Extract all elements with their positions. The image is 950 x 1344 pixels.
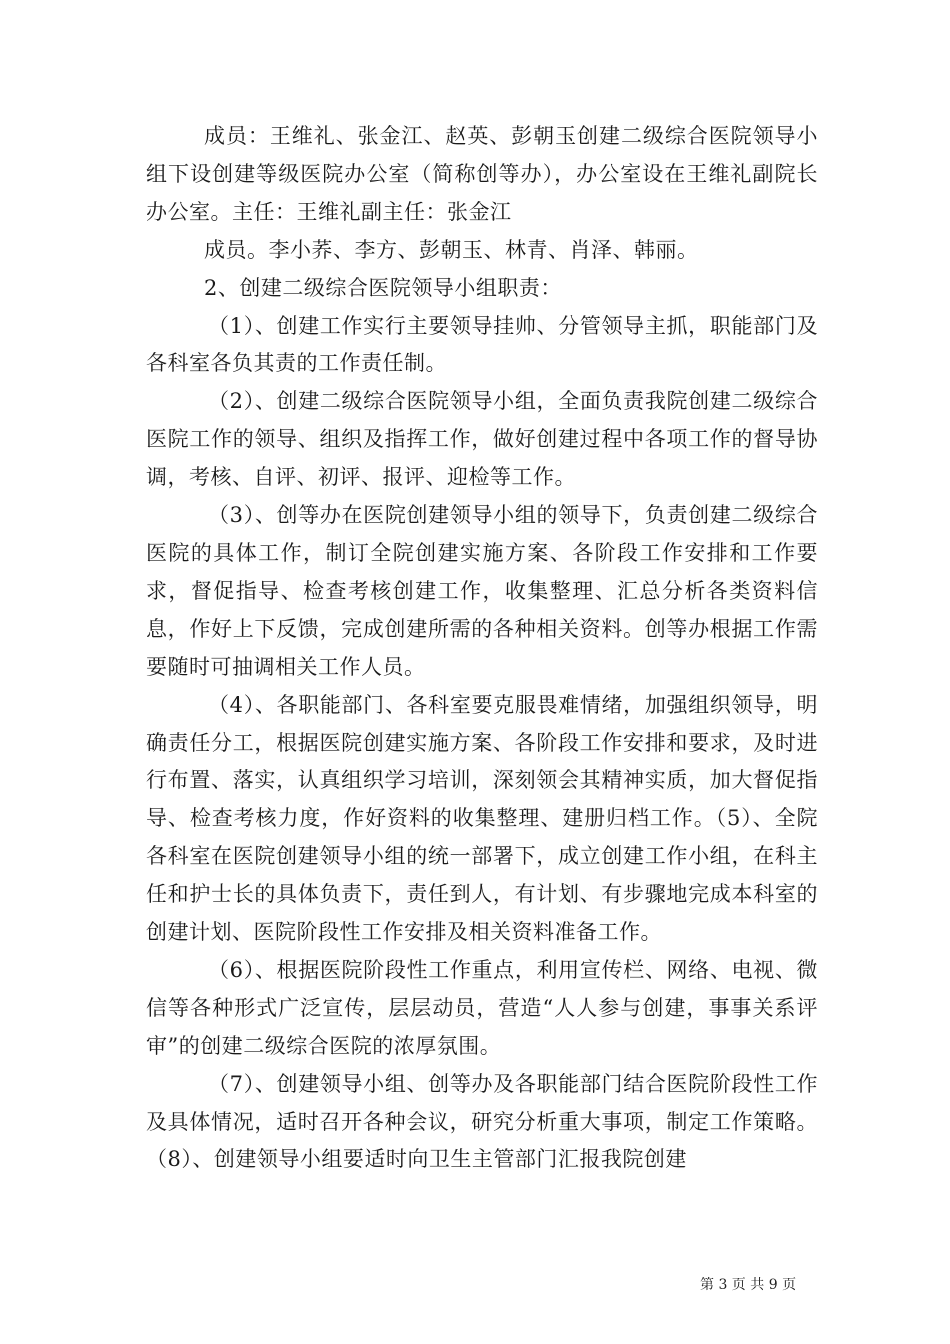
paragraph-duty-7-8: （7）、创建领导小组、创等办及各职能部门结合医院阶段性工作及具体情况，适时召开各种会议，研究分析重大事项，制定工作策略。（8）、创建领导小组要适时向卫生主管部门汇报我院创建	[146, 1071, 818, 1172]
page-number-footer: 第 3 页 共 9 页	[700, 1277, 797, 1293]
paragraph-duty-2: （2）、创建二级综合医院领导小组，全面负责我院创建二级综合医院工作的领导、组织及指挥工作，做好创建过程中各项工作的督导协调，考核、自评、初评、报评、迎检等工作。	[146, 389, 818, 490]
paragraph-duties-heading: 2、创建二级综合医院领导小组职责：	[204, 275, 562, 300]
paragraph-duty-6: （6）、根据医院阶段性工作重点，利用宣传栏、网络、电视、微信等各种形式广泛宣传，层层动员，营造“人人参与创建，事事关系评审”的创建二级综合医院的浓厚氛围。	[146, 957, 818, 1058]
paragraph-duty-3: （3）、创等办在医院创建领导小组的领导下，负责创建二级综合医院的具体工作，制订全院创建实施方案、各阶段工作安排和工作要求，督促指导、检查考核创建工作，收集整理、汇总分析各类资料信息，作好上下反馈，完成创建所需的各种相关资料。创等办根据工作需要随时可抽调相关工作人员。	[146, 503, 818, 679]
document-body	[146, 118, 818, 1179]
paragraph-duty-1: （1）、创建工作实行主要领导挂帅、分管领导主抓，职能部门及各科室各负其责的工作责任制。	[146, 313, 818, 376]
paragraph-members-office: 成员：王维礼、张金江、赵英、彭朝玉创建二级综合医院领导小组下设创建等级医院办公室（简称创等办），办公室设在王维礼副院长办公室。主任：王维礼副主任：张金江	[146, 124, 818, 224]
paragraph-members-list: 成员。李小荞、李方、彭朝玉、林青、肖泽、韩丽。	[204, 237, 699, 262]
paragraph-duty-4-5: （4）、各职能部门、各科室要克服畏难情绪，加强组织领导，明确责任分工，根据医院创建实施方案、各阶段工作安排和要求，及时进行布置、落实，认真组织学习培训，深刻领会其精神实质，加大督促指导、检查考核力度，作好资料的收集整理、建册归档工作。（5）、全院各科室在医院创建领导小组的统一部署下，成立创建工作小组，在科主任和护士长的具体负责下，责任到人，有计划、有步骤地完成本科室的创建计划、医院阶段性工作安排及相关资料准备工作。	[146, 692, 818, 945]
